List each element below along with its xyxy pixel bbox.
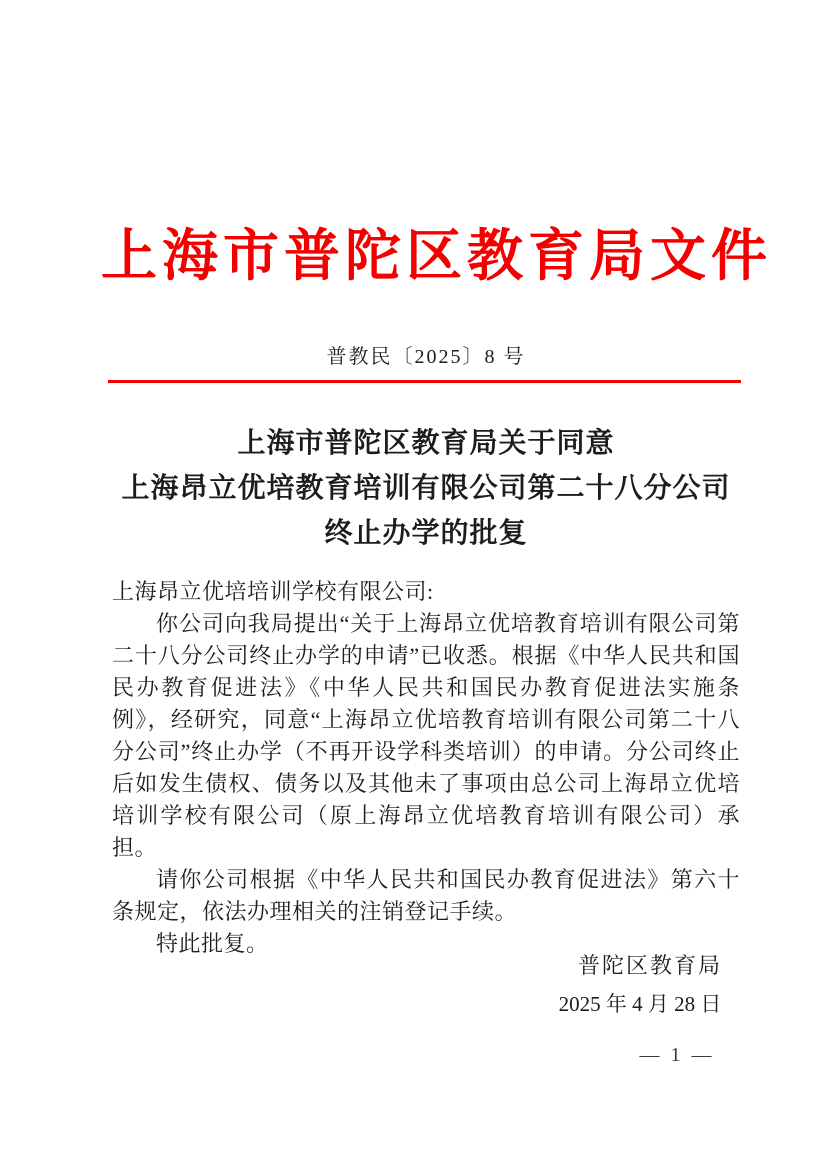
document-title [86, 421, 766, 556]
red-divider-line [108, 380, 741, 383]
signature-date: 2025 年 4 月 28 日 [558, 992, 722, 1016]
body-paragraph-closing: 特此批复。 [156, 931, 269, 956]
document-title-line-3: 终止办学的批复 [324, 518, 528, 549]
page-number: — 1 — [639, 1044, 715, 1066]
body-paragraph-2: 请你公司根据《中华人民共和国民办教育促进法》第六十条规定，依法办理相关的注销登记手续。 [112, 867, 740, 924]
document-title-line-2: 上海昂立优培教育培训有限公司第二十八分公司 [121, 473, 731, 504]
signature-agency: 普陀区教育局 [577, 953, 722, 978]
document-title-line-1: 上海市普陀区教育局关于同意 [237, 428, 615, 459]
document-number: 普教民〔2025〕8 号 [326, 346, 526, 368]
body-paragraph-1: 你公司向我局提出“关于上海昂立优培教育培训有限公司第二十八分公司终止办学的申请”已收悉。根据《中华人民共和国民办教育促进法》《中华人民共和国民办教育促进法实施条例》，经研究，同意“上海昂立优培教育培训有限公司第二十八分公司”终止办学（不再开设学科类培训）的申请。分公司终止后如发生债权、债务以及其他未了事项由总公司上海昂立优培培训学校有限公司（原上海昂立优培教育培训有限公司）承担。 [112, 611, 740, 860]
agency-letterhead: 上海市普陀区教育局文件 [101, 226, 772, 288]
salutation: 上海昂立优培培训学校有限公司: [112, 579, 434, 604]
document-body [112, 576, 740, 960]
